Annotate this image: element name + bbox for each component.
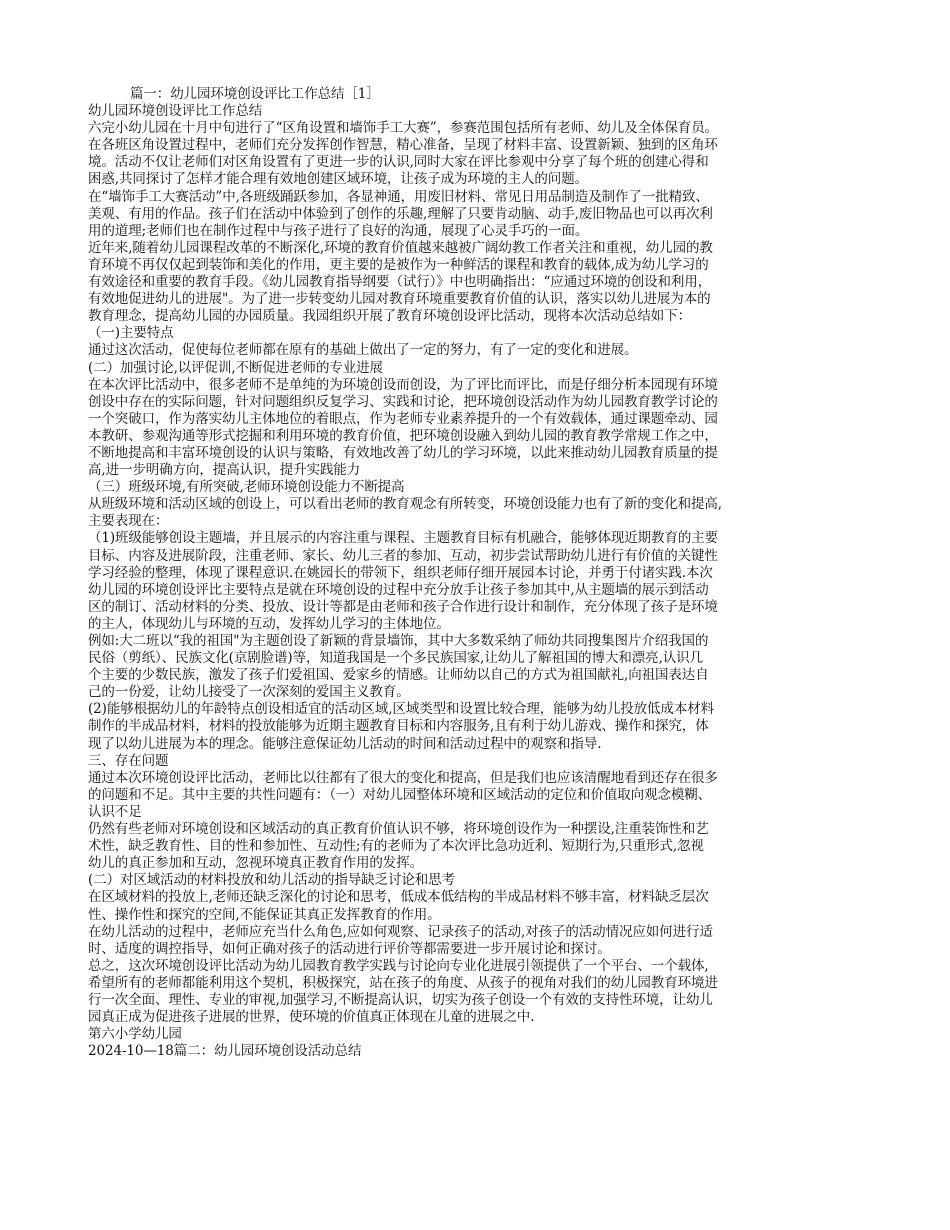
text-line: 育环境不再仅仅起到装饰和美化的作用，更主要的是被作为一种鲜活的课程和教育的载体,成为幼儿学习的 xyxy=(88,256,709,273)
text-line: 在本次评比活动中，很多老师不是单纯的为环境创设而创设，为了评比而评比，而是仔细分析本园现有环境 xyxy=(88,376,718,393)
text-line: 行一次全面、理性、专业的审视,加强学习,不断提高认识，切实为孩子创设一个有效的支持性环境，让幼儿 xyxy=(88,991,713,1008)
text-line: 有效地促进幼儿的进展"。为了进一步转变幼儿园对教育环境重要教育价值的认识，落实以幼儿进展为本的 xyxy=(88,291,711,308)
text-line: 不断地提高和丰富环境创设的认识与策略，有效地改善了幼儿的学习环境，以此来推动幼儿园教育质量的提 xyxy=(88,444,718,461)
text-line: 在幼儿活动的过程中，老师应充当什么角色,应如何观察、记录孩子的活动,对孩子的活动情况应如何进行适 xyxy=(88,923,713,940)
document-page xyxy=(88,86,868,1060)
text-line: 希望所有的老师都能利用这个契机，积极探究，站在孩子的角度、从孩子的视角对我们的幼儿园教育环境进 xyxy=(88,974,718,991)
subheading: 三、存在问题 xyxy=(88,752,169,769)
text-line: 现了以幼儿进展为本的理念。能够注意保证幼儿活动的时间和活动过程中的观察和指导. xyxy=(88,735,602,752)
text-line: 教育理念，提高幼儿园的办园质量。我园组织开展了教育环境创设评比活动，现将本次活动总结如下： xyxy=(88,308,691,325)
text-line: 高,进一步明确方向，提高认识，提升实践能力 xyxy=(88,462,361,479)
text-line: 创设中存在的实际问题，针对问题组织反复学习、实践和讨论，把环境创设活动作为幼儿园教育教学讨论的 xyxy=(88,393,718,410)
text-line: 区的制订、活动材料的分类、投放、设计等都是由老师和孩子合作进行设计和制作，充分体现了孩子是环境 xyxy=(88,598,718,615)
text-line: (2)能够根据幼儿的年龄特点创设相适宜的活动区域,区域类型和设置比较合理，能够为幼儿投放低成本材料 xyxy=(88,701,715,718)
text-line: 园真正成为促进孩子进展的世界，使环境的价值真正体现在儿童的进展之中. xyxy=(88,1009,535,1026)
text-line: 在“墙饰手工大赛活动”中,各班级踊跃参加，各显神通，用废旧材料、常见日用品制造及制作了一批精致、 xyxy=(88,188,709,205)
text-line: 有效途径和重要的教育手段。《幼儿园教育指导纲要（试行）》中也明确指出：“应通过环境的创设和利用， xyxy=(88,274,712,291)
text-line: 在区域材料的投放上,老师还缺乏深化的讨论和思考，低成本低结构的半成品材料不够丰富，材料缺乏层次 xyxy=(88,889,709,906)
text-line: （1)班级能够创设主题墙，并且展示的内容注重与课程、主题教育目标有机融合，能够体现近期教育的主要 xyxy=(88,530,719,547)
text-line: 境。活动不仅让老师们对区角设置有了更进一步的认识,同时大家在评比参观中分享了每个班的创建心得和 xyxy=(88,154,709,171)
text-line: 用的道理;老师们也在制作过程中与孩子进行了良好的沟通，展现了心灵手巧的一面。 xyxy=(88,222,589,239)
text-line: 学习经验的整理，体现了课程意识.在姚园长的带领下，组织老师仔细开展园本讨论，并勇于付诸实践.本次 xyxy=(88,564,713,581)
document-heading: 幼儿园环境创设评比工作总结 xyxy=(88,103,263,120)
text-line: 个主要的少数民族，激发了孩子们爱祖国、爱家乡的情感。让师幼以自己的方式为祖国献礼,向祖国表达自 xyxy=(88,667,709,684)
text-line: 己的一份爱，让幼儿接受了一次深刻的爱国主义教育。 xyxy=(88,684,410,701)
text-line: 术性，缺乏教育性、目的性和参加性、互动性;有的老师为了本次评比急功近利、短期行为,只重形式,忽视 xyxy=(88,838,704,855)
subheading: （一)主要特点 xyxy=(88,325,174,342)
text-line: 六完小幼儿园在十月中旬进行了“区角设置和墙饰手工大赛”，参赛范围包括所有老师、幼儿及全体保育员。 xyxy=(88,120,719,137)
text-line: 通过本次环境创设评比活动，老师比以往都有了很大的变化和提高，但是我们也应该清醒地看到还存在很多 xyxy=(88,769,718,786)
section-title: 篇一：幼儿园环境创设评比工作总结［1］ xyxy=(130,86,380,102)
text-line: 从班级环境和活动区域的创设上，可以看出老师的教育观念有所转变，环境创设能力也有了新的变化和提高, xyxy=(88,496,722,513)
text-line: 目标、内容及进展阶段，注重老师、家长、幼儿三者的参加、互动，初步尝试帮助幼儿进行有价值的关键性 xyxy=(88,547,718,564)
text-line: 本教研、参观沟通等形式挖掘和利用环境的教育价值，把环境创设融入到幼儿园的教育教学常规工作之中， xyxy=(88,427,718,444)
subheading: (二）对区域活动的材料投放和幼儿活动的指导缺乏讨论和思考 xyxy=(88,872,455,889)
text-line: 在各班区角设置过程中，老师们充分发挥创作智慧，精心准备，呈现了材料丰富、设置新颖、独到的区角环 xyxy=(88,137,718,154)
text-line: 近年来,随着幼儿园课程改革的不断深化,环境的教育价值越来越被广阔幼教工作者关注和重视，幼儿园的教 xyxy=(88,239,713,256)
subheading: （三）班级环境,有所突破,老师环境创设能力不断提高 xyxy=(88,479,405,496)
text-line: 的主人，体现幼儿与环境的互动，发挥幼儿学习的主体地位。 xyxy=(88,615,450,632)
text-line: 困惑,共同探讨了怎样才能合理有效地创建区域环境，让孩子成为环境的主人的问题。 xyxy=(88,171,588,188)
text-line: 总之，这次环境创设评比活动为幼儿园教育教学实践与讨论向专业化进展引领提供了一个平台、一个载体, xyxy=(88,957,709,974)
text-line: 认识不足 xyxy=(88,803,142,820)
text-line: 时、适度的调控指导，如何正确对孩子的活动进行评价等都需要进一步开展讨论和探讨。 xyxy=(88,940,611,957)
date-line: 2024-10—18篇二：幼儿园环境创设活动总结 xyxy=(88,1043,362,1060)
subheading: (二）加强讨论,以评促训,不断促进老师的专业进展 xyxy=(88,359,383,376)
text-line: 主要表现在： xyxy=(88,513,169,530)
text-line: 通过这次活动，促使每位老师都在原有的基础上做出了一定的努力，有了一定的变化和进展。 xyxy=(88,342,638,359)
text-line: 幼儿园的环境创设评比主要特点是就在环境创设的过程中充分放手让孩子参加其中,从主题墙的展示到活动 xyxy=(88,581,709,598)
text-line: 美观、有用的作品。孩子们在活动中体验到了创作的乐趣,理解了只要肯动脑、动手,废旧物品也可以再次利 xyxy=(88,205,713,222)
text-line: 幼儿的真正参加和互动，忽视环境真正教育作用的发挥。 xyxy=(88,855,423,872)
text-line: 的问题和不足。其中主要的共性问题有：（一）对幼儿园整体环境和区域活动的定位和价值取向观念模糊、 xyxy=(88,786,712,803)
text-line: 例如:大二班以“我的祖国"为主题创设了新颖的背景墙饰，其中大多数采纳了师幼共同搜集图片介绍我国的 xyxy=(88,633,709,649)
text-line: 民俗（剪纸）、民族文化(京剧脸谱)等，知道我国是一个多民族国家,让幼儿了解祖国的博大和漂亮,认识几 xyxy=(88,650,703,667)
signature-line: 第六小学幼儿园 xyxy=(88,1026,182,1043)
text-line: 仍然有些老师对环境创设和区域活动的真正教育价值认识不够，将环境创设作为一种摆设,注重装饰性和艺 xyxy=(88,821,709,838)
text-line: 制作的半成品材料，材料的投放能够为近期主题教育目标和内容服务,且有利于幼儿游戏、操作和探究，体 xyxy=(88,718,709,735)
text-line: 性、操作性和探究的空间,不能保证其真正发挥教育的作用。 xyxy=(88,906,441,923)
text-line: 一个突破口，作为落实幼儿主体地位的着眼点，作为老师专业素养提升的一个有效载体，通过课题牵动、园 xyxy=(88,410,718,427)
